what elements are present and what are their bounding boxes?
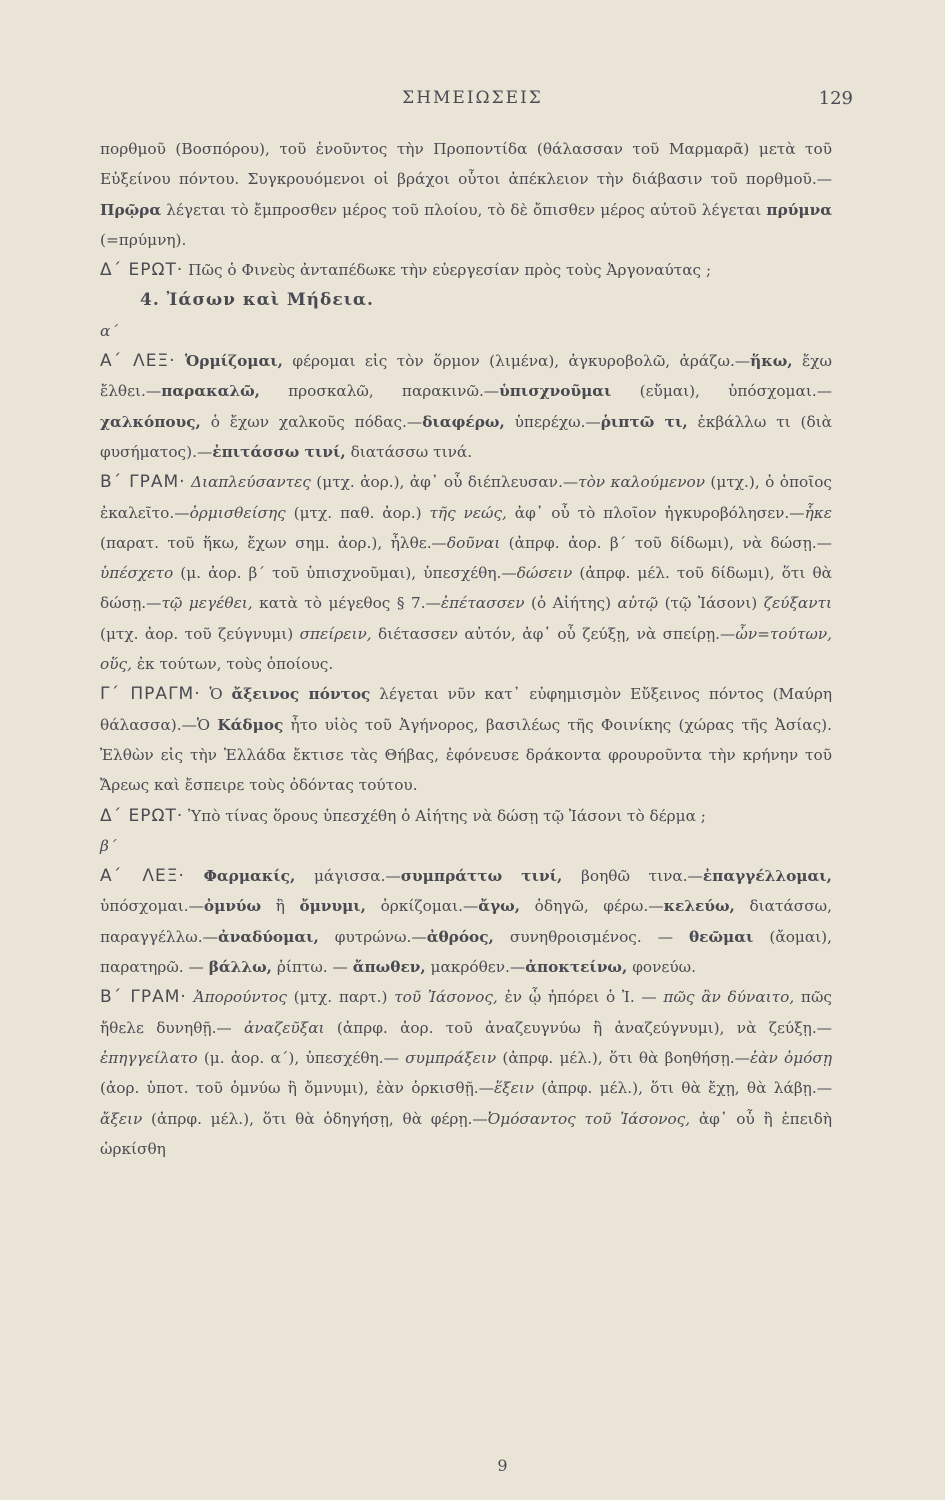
- vocabulary-paragraph: Α΄ ΛΕΞ· Ὁρμίζομαι, φέρομαι εἰς τὸν ὅρμον (λιμένα), ἀγκυροβολῶ, ἀράζω.—ἥκω, ἔχω ἔλθει.—παρακαλῶ, προσκαλῶ, παρακινῶ.—ὑπισχνοῦμαι (εὔμαι), ὑπόσχομαι.—χαλκόπους, ὁ ἔχων χαλκοῦς πόδας.—διαφέρω, ὑπερέχω.—ῥιπτῶ τι, ἐκβάλλω τι (διὰ φυσήματος).—ἐπιτάσσω τινί, διατάσσω τινά.: [100, 351, 833, 461]
- part-a-marker: α΄: [100, 321, 118, 340]
- part-b-marker: β΄: [100, 836, 117, 855]
- vocabulary-label: Α΄ ΛΕΞ·: [100, 866, 185, 887]
- running-title: ΣΗΜΕΙΩΣΕΙΣ: [402, 88, 543, 108]
- grammar-label: Β΄ ΓΡΑΜ·: [100, 987, 187, 1008]
- vocabulary-paragraph: Α΄ ΛΕΞ· Φαρμακίς, μάγισσα.—συμπράττω τινί, βοηθῶ τινα.—ἐπαγγέλλομαι, ὑπόσχομαι.—ὀμνύω ἢ ὄμνυμι, ὁρκίζομαι.—ἄγω, ὁδηγῶ, φέρω.—κελεύω, διατάσσω, παραγγέλλω.—ἀναδύομαι, φυτρώνω.—ἀθρόος, συνηθροισμένος. — θεῶμαι (ἄομαι), παρατηρῶ. — βάλλω, ῥίπτω. — ἄπωθεν, μακρόθεν.—ἀποκτείνω, φονεύω.: [100, 866, 833, 977]
- question-paragraph: Δ΄ ΕΡΩΤ· Ὑπὸ τίνας ὅρους ὑπεσχέθη ὁ Αἰήτης νὰ δώσῃ τῷ Ἰάσονι τὸ δέρμα ;: [100, 805, 706, 826]
- page-number: 129: [818, 88, 853, 109]
- facts-paragraph: Γ΄ ΠΡΑΓΜ· Ὁ ἄξεινος πόντος λέγεται νῦν κατ᾽ εὐφημισμὸν Εὔξεινος πόντος (Μαύρη θάλασσα).—Ὁ Κάδμος ἦτο υἱὸς τοῦ Ἀγήνορος, βασιλέως τῆς Φοινίκης (χώρας τῆς Ἀσίας). Ἐλθὼν εἰς τὴν Ἑλλάδα ἔκτισε τὰς Θήβας, ἐφόνευσε δράκοντα φρουροῦντα τὴν κρήνην τοῦ Ἄρεως καὶ ἔσπειρε τοὺς ὀδόντας τούτου.: [100, 684, 832, 795]
- vocabulary-label: Α΄ ΛΕΞ·: [100, 351, 176, 372]
- section-title: 4. Ἰάσων καὶ Μήδεια.: [140, 290, 374, 311]
- question-label: Δ΄ ΕΡΩΤ·: [100, 260, 184, 281]
- signature-mark: 9: [497, 1456, 508, 1475]
- intro-paragraph: πορθμοῦ (Βοσπόρου), τοῦ ἑνοῦντος τὴν Προποντίδα (θάλασσαν τοῦ Μαρμαρᾶ) μετὰ τοῦ Εὐξείνου πόντου. Συγκρουόμενοι οἱ βράχοι οὗτοι ἀπέκλειον τὴν διάβασιν τοῦ πορθμοῦ.—Πρῷρα λέγεται τὸ ἔμπροσθεν μέρος τοῦ πλοίου, τὸ δὲ ὄπισθεν μέρος αὐτοῦ λέγεται πρύμνα (=πρύμνη).: [100, 140, 832, 249]
- facts-label: Γ΄ ΠΡΑΓΜ·: [100, 684, 201, 705]
- question-label: Δ΄ ΕΡΩΤ·: [100, 805, 184, 826]
- question-paragraph: Δ΄ ΕΡΩΤ· Πῶς ὁ Φινεὺς ἀνταπέδωκε τὴν εὐεργεσίαν πρὸς τοὺς Ἀργοναύτας ;: [100, 260, 712, 281]
- grammar-paragraph: Β΄ ΓΡΑΜ· Διαπλεύσαντες (μτχ. ἀορ.), ἀφ᾽ οὗ διέπλευσαν.—τὸν καλούμενον (μτχ.), ὁ ὁποῖος ἐκαλεῖτο.—ὁρμισθείσης (μτχ. παθ. ἀορ.) τῆς νεώς, ἀφ᾽ οὗ τὸ πλοῖον ἠγκυροβόλησεν.—ἧκε (παρατ. τοῦ ἥκω, ἔχων σημ. ἀορ.), ἦλθε.—δοῦναι (ἀπρφ. ἀορ. β΄ τοῦ δίδωμι), νὰ δώσῃ.—ὑπέσχετο (μ. ἀορ. β΄ τοῦ ὑπισχνοῦμαι), ὑπεσχέθη.—δώσειν (ἀπρφ. μέλ. τοῦ δίδωμι), ὅτι θὰ δώσῃ.—τῷ μεγέθει, κατὰ τὸ μέγεθος § 7.—ἐπέτασσεν (ὁ Αἰήτης) αὐτῷ (τῷ Ἰάσονι) ζεύξαντι (μτχ. ἀορ. τοῦ ζεύγνυμι) σπείρειν, διέτασσεν αὐτόν, ἀφ᾽ οὗ ζεύξῃ, νὰ σπείρῃ.—ὧν=τούτων, οὕς, ἐκ τούτων, τοὺς ὁποίους.: [100, 472, 833, 674]
- grammar-label: Β΄ ΓΡΑΜ·: [100, 472, 186, 493]
- body-text: [100, 134, 832, 1164]
- grammar-paragraph: Β΄ ΓΡΑΜ· Ἀπορούντος (μτχ. παρτ.) τοῦ Ἰάσονος, ἐν ᾧ ἠπόρει ὁ Ἰ. — πῶς ἂν δύναιτο, πῶς ἤθελε δυνηθῇ.— ἀναζεῦξαι (ἀπρφ. ἀορ. τοῦ ἀναζευγνύω ἢ ἀναζεύγνυμι), νὰ ζεύξῃ.—ἐπηγγείλατο (μ. ἀορ. α΄), ὑπεσχέθη.— συμπράξειν (ἀπρφ. μέλ.), ὅτι θὰ βοηθήσῃ.—ἐὰν ὀμόσῃ (ἀορ. ὑποτ. τοῦ ὀμνύω ἢ ὄμνυμι), ἐὰν ὁρκισθῇ.—ἕξειν (ἀπρφ. μέλ.), ὅτι θὰ ἔχῃ, θὰ λάβῃ.— ἄξειν (ἀπρφ. μέλ.), ὅτι θὰ ὁδηγήσῃ, θὰ φέρῃ.—Ὀμόσαντος τοῦ Ἰάσονος, ἀφ᾽ οὗ ἢ ἐπειδὴ ὡρκίσθη: [100, 987, 833, 1158]
- page-header: [0, 88, 945, 116]
